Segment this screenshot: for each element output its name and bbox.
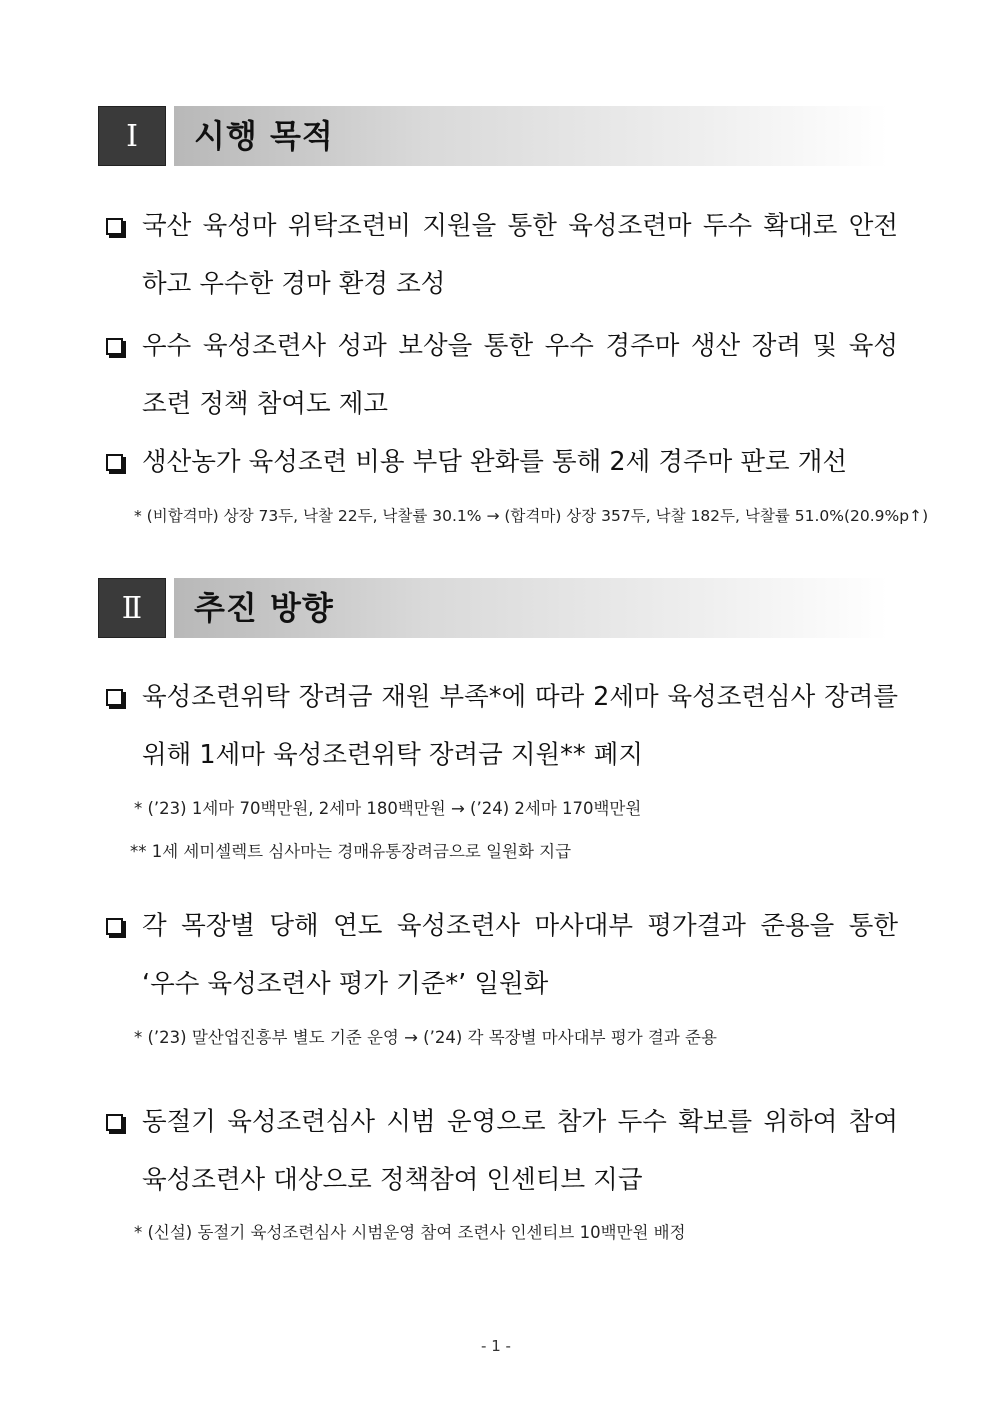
section-2-number: Ⅱ bbox=[98, 578, 166, 638]
checkbox-bullet-icon bbox=[106, 918, 123, 935]
checkbox-bullet-icon bbox=[106, 1114, 123, 1131]
footnote: * (비합격마) 상장 73두, 낙찰 22두, 낙찰률 30.1% → (합격마) 상장 357두, 낙찰 182두, 낙찰률 51.0%(20.9%p↑) bbox=[134, 507, 929, 525]
checkbox-bullet-icon bbox=[106, 218, 123, 235]
item-text-line2: ‘우수 육성조련사 평가 기준*’ 일원화 bbox=[142, 969, 549, 999]
item-text-line1: 육성조련위탁 장려금 재원 부족*에 따라 2세마 육성조련심사 장려를 bbox=[142, 682, 898, 712]
page-number: - 1 - bbox=[481, 1337, 511, 1355]
item-text-line1: 국산 육성마 위탁조련비 지원을 통한 육성조련마 두수 확대로 안전 bbox=[142, 211, 898, 241]
item-text-line2: 육성조련사 대상으로 정책참여 인센티브 지급 bbox=[142, 1165, 643, 1195]
item-text-line1: 동절기 육성조련심사 시범 운영으로 참가 두수 확보를 위하여 참여 bbox=[142, 1107, 898, 1137]
footnote: * (’23) 말산업진흥부 별도 기준 운영 → (’24) 각 목장별 마사대부 평가 결과 준용 bbox=[134, 1028, 717, 1047]
checkbox-bullet-icon bbox=[106, 338, 123, 355]
footnote: * (신설) 동절기 육성조련심사 시범운영 참여 조련사 인센티브 10백만원 배정 bbox=[134, 1223, 686, 1242]
item-text-line2: 조련 정책 참여도 제고 bbox=[142, 389, 389, 419]
item-text-line1: 생산농가 육성조련 비용 부담 완화를 통해 2세 경주마 판로 개선 bbox=[142, 447, 848, 477]
footnote: * (’23) 1세마 70백만원, 2세마 180백만원 → (’24) 2세마 170백만원 bbox=[134, 799, 642, 818]
checkbox-bullet-icon bbox=[106, 454, 123, 471]
item-text-line2: 위해 1세마 육성조련위탁 장려금 지원** 폐지 bbox=[142, 740, 644, 770]
section-1-number: Ⅰ bbox=[98, 106, 166, 166]
section-2-title-bar bbox=[174, 578, 888, 638]
item-text-line1: 우수 육성조련사 성과 보상을 통한 우수 경주마 생산 장려 및 육성 bbox=[142, 331, 898, 361]
section-1-title: 시행 목적 bbox=[194, 117, 334, 155]
item-text-line2: 하고 우수한 경마 환경 조성 bbox=[142, 269, 446, 299]
item-text-line1: 각 목장별 당해 연도 육성조련사 마사대부 평가결과 준용을 통한 bbox=[142, 911, 898, 941]
footnote: ** 1세 세미셀렉트 심사마는 경매유통장려금으로 일원화 지급 bbox=[130, 842, 572, 861]
section-1-title-bar bbox=[174, 106, 888, 166]
section-2-title: 추진 방향 bbox=[194, 589, 334, 627]
section-1-header bbox=[98, 106, 888, 166]
checkbox-bullet-icon bbox=[106, 689, 123, 706]
section-2-header bbox=[98, 578, 888, 638]
